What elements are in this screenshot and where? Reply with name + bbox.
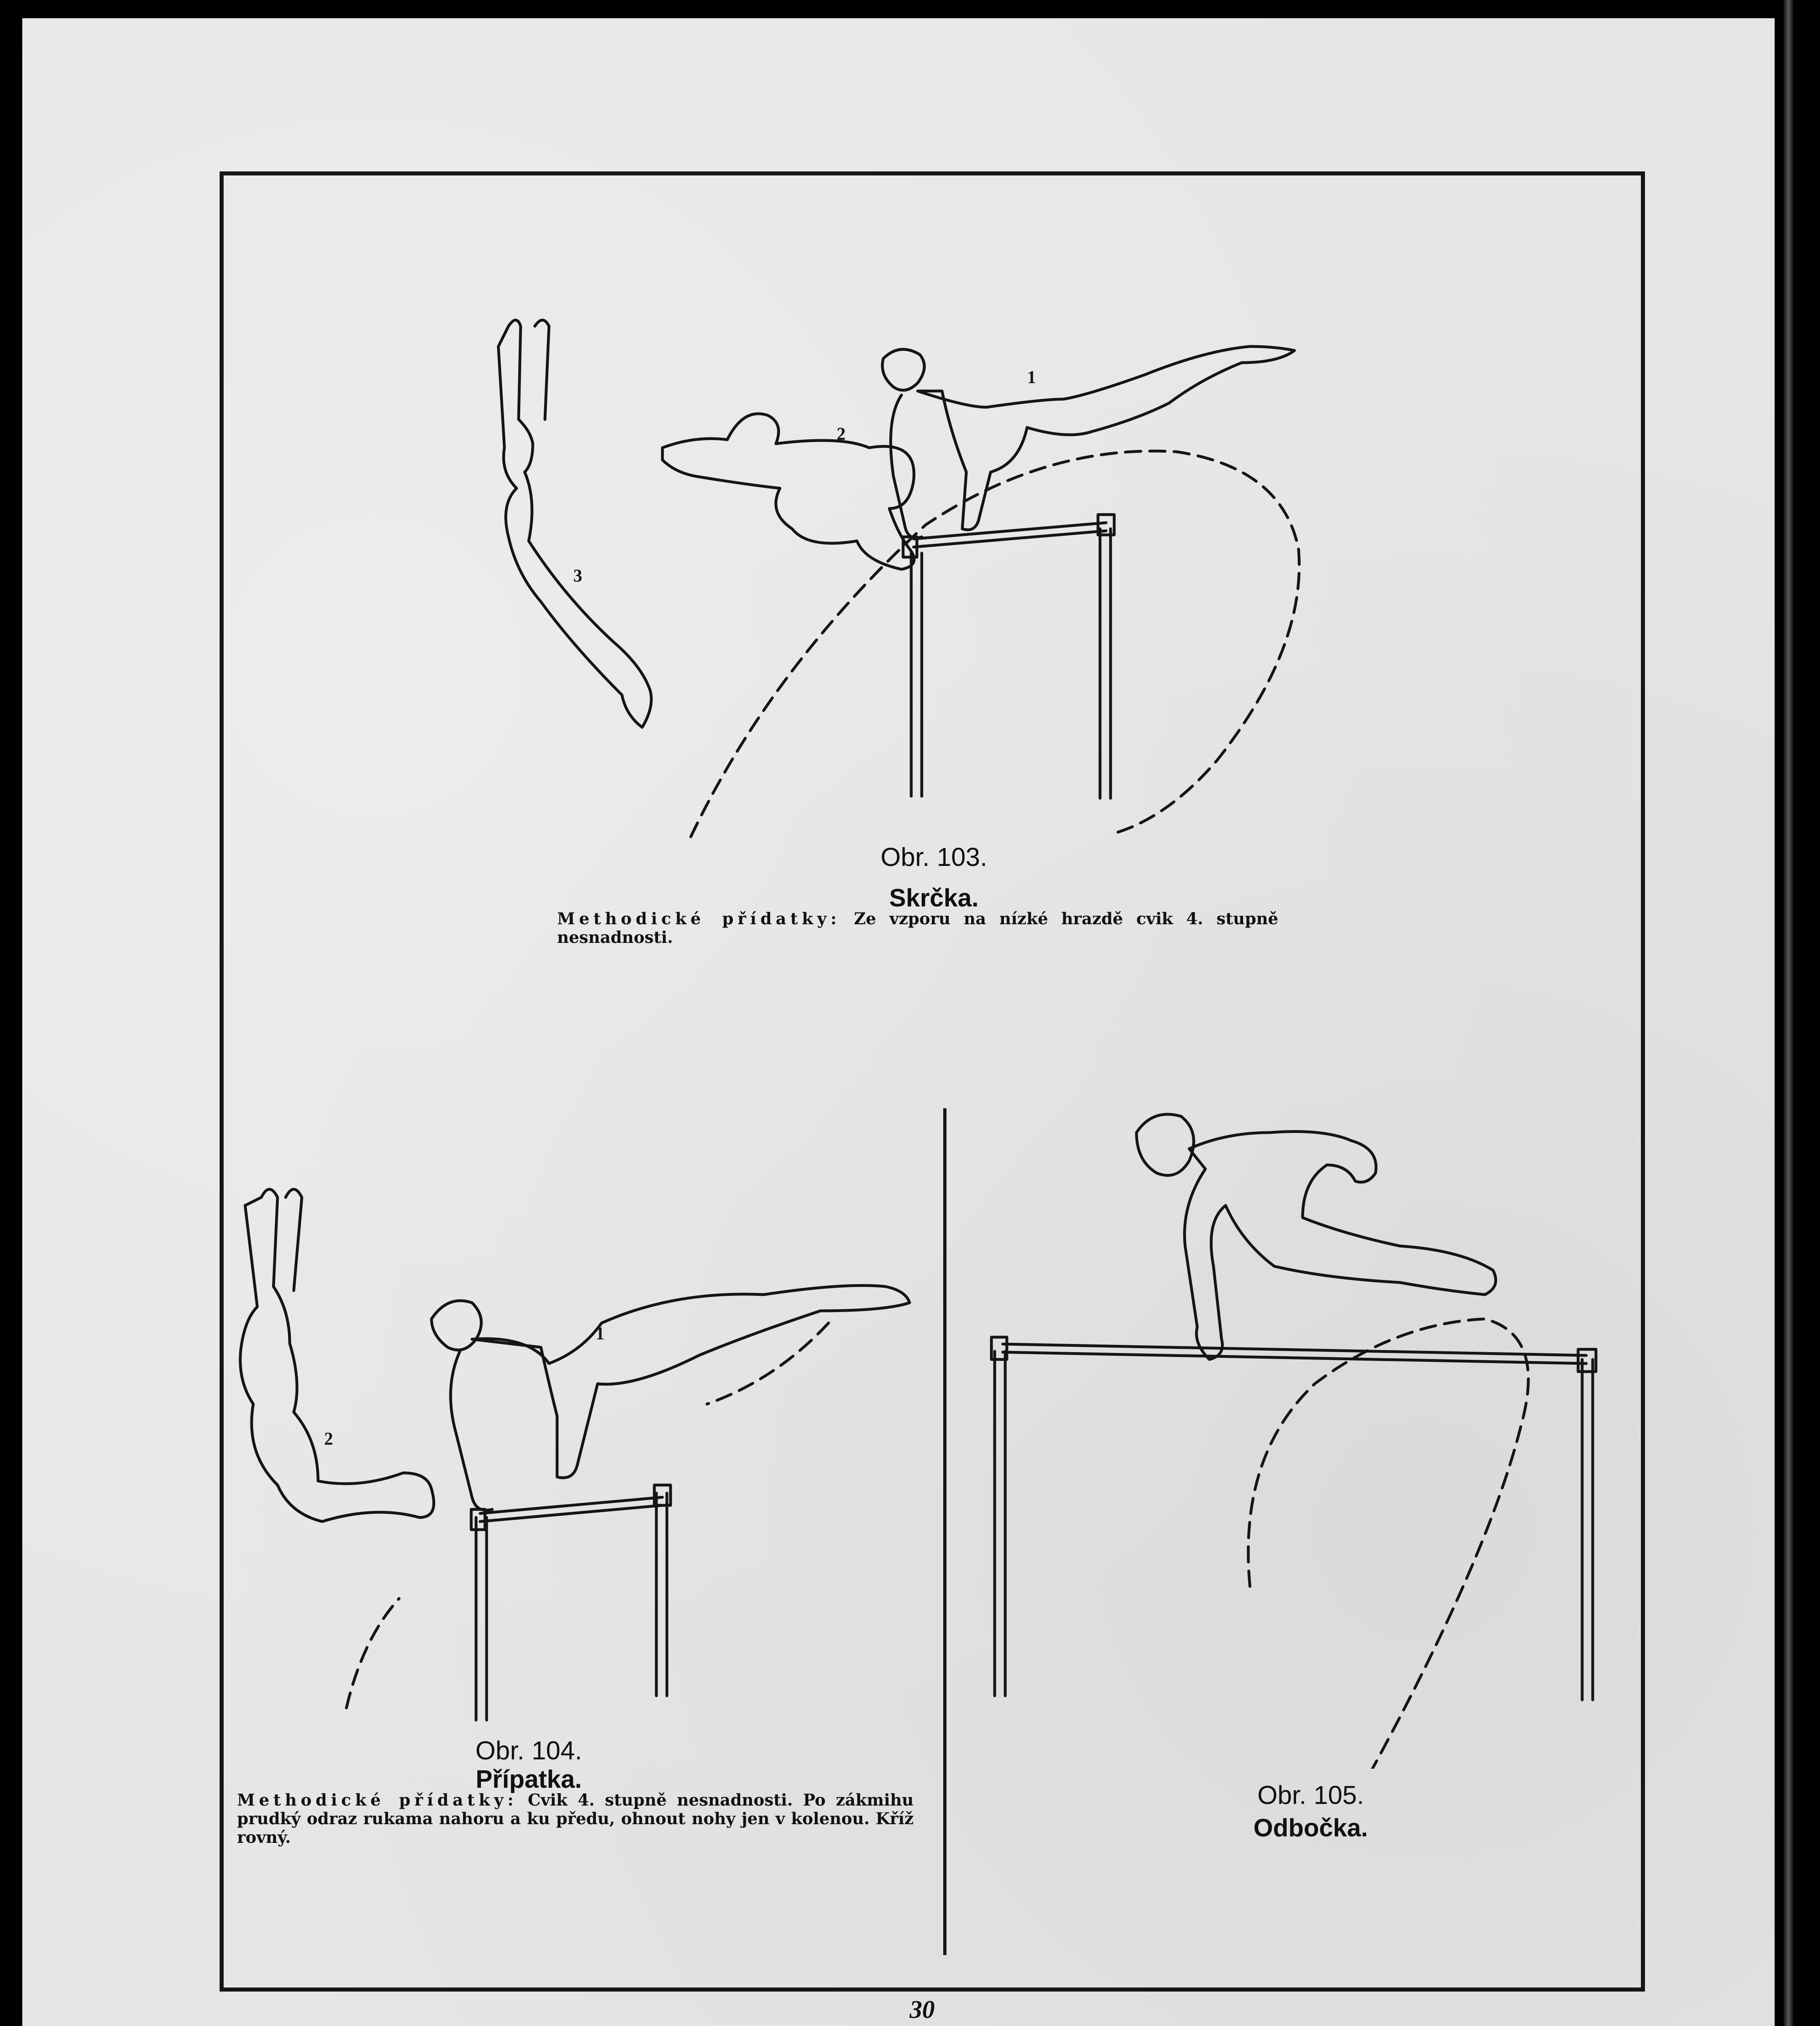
figure-104-marker-2: 2 [324, 1429, 333, 1449]
figure-103-number: Obr. 103. [880, 842, 987, 872]
figure-104-illustration [217, 1169, 946, 1757]
figure-104-marker-1: 1 [596, 1323, 605, 1343]
figure-103-marker-2: 2 [837, 424, 846, 444]
figure-104-note-lead: Methodické přídatky: [237, 1791, 518, 1810]
bar [914, 523, 1106, 539]
figure-104-number: Obr. 104. [475, 1736, 582, 1765]
scan-binding-edge [1784, 0, 1793, 2026]
figure-103-marker-1: 1 [1027, 367, 1036, 387]
figure-105-caption [1128, 1781, 1493, 1844]
figure-105-illustration [966, 1096, 1635, 1769]
figure-103-illustration [448, 302, 1420, 872]
figure-105-number: Obr. 105. [1257, 1780, 1364, 1810]
figure-104-caption [306, 1736, 752, 1795]
figure-104-title: Přípatka. [476, 1765, 582, 1794]
page-number: 30 [910, 1996, 935, 2024]
figure-103-marker-3: 3 [573, 566, 582, 586]
figure-103-note-lead: Methodické přídatky: [557, 909, 841, 928]
scanned-page [22, 18, 1775, 2026]
figure-103-note [557, 910, 1278, 947]
figure-103-title: Skrčka. [889, 884, 979, 913]
figure-104-note [237, 1791, 914, 1847]
figure-103-note-text: Ze vzporu na nízké hrazdě cvik 4. stupně nesnadnosti. [557, 909, 1278, 947]
bar [480, 1497, 662, 1513]
figure-103-caption [630, 843, 1238, 914]
figure-105-title: Odbočka. [1253, 1814, 1368, 1842]
figure-104-note-text: Cvik 4. stupně nesnadnosti. Po zákmihu prudký odraz rukama nahoru a ku předu, ohnout nohy jen v kolenou. Kříž rovný. [237, 1791, 914, 1847]
